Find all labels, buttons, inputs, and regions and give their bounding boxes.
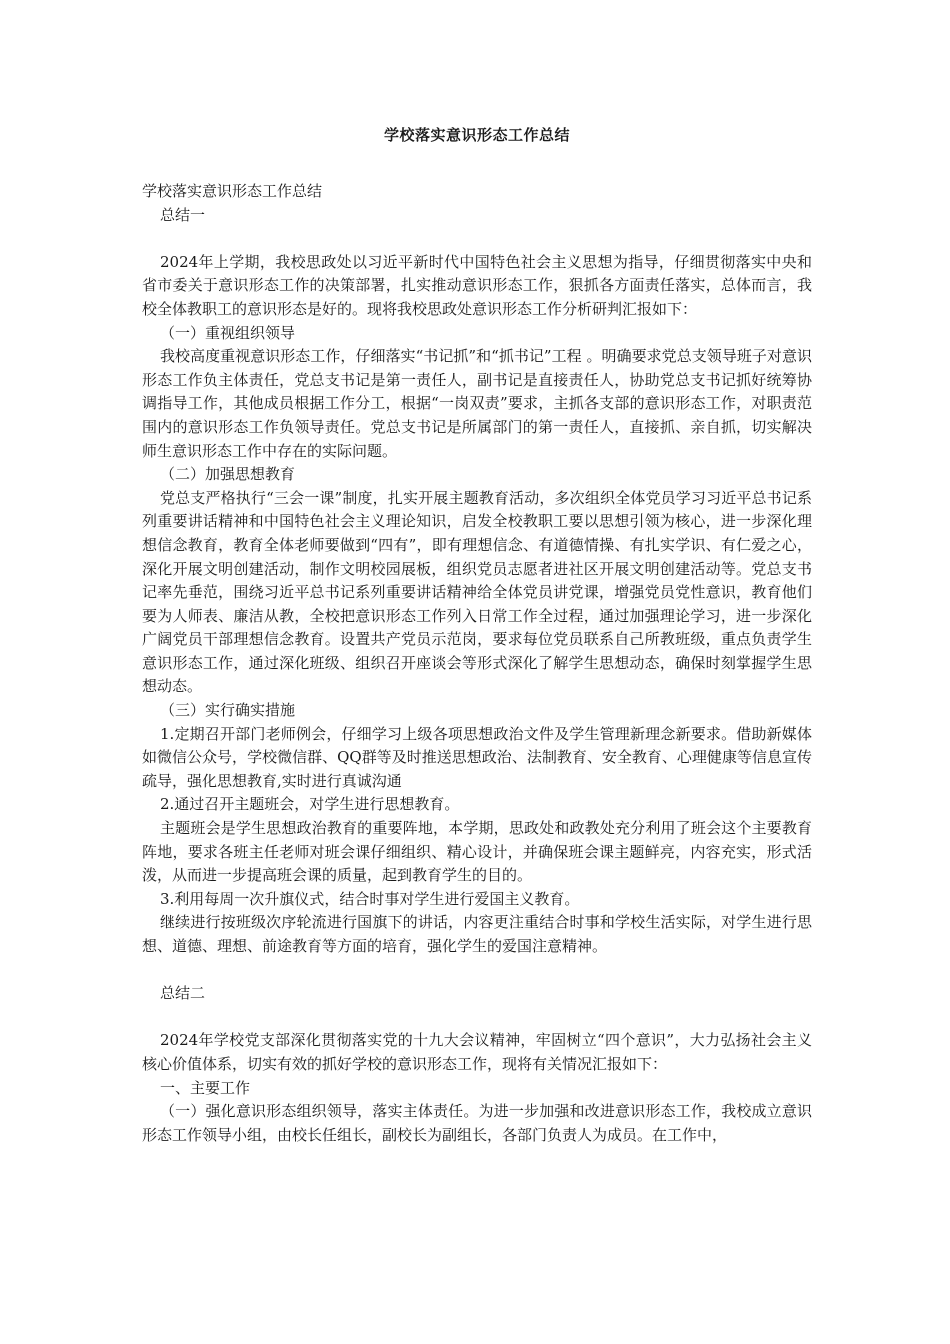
measure-item-2-paragraph: 主题班会是学生思想政治教育的重要阵地，本学期，思政处和政教处充分利用了班会这个主要教育阵地，要求各班主任老师对班会课仔细组织、精心设计，并确保班会课主题鲜亮，内容充实，形式活泼，从而进一步提高班会课的质量，起到教育学生的目的。 bbox=[142, 819, 812, 885]
section-heading-main-work: 一、主要工作 bbox=[160, 1078, 251, 1097]
paragraph-education: 党总支严格执行“三会一课”制度，扎实开展主题教育活动，多次组织全体党员学习习近平总书记系列重要讲话精神和中国特色社会主义理论知识，启发全校教职工要以思想引领为核心，进一步深化理想信念教育，教育全体老师要做到“四有”，即有理想信念、有道德情操、有扎实学识、有仁爱之心，深化开展文明创建活动，制作文明校园展板，组织党员志愿者进社区开展文明创建活动等。党总支书记率先垂范，围绕习近平总书记系列重要讲话精神给全体党员讲党课，增强党员党性意识，教育他们要为人师表、廉洁从教，全校把意识形态工作列入日常工作全过程，通过加强理论学习，进一步深化广阔党员干部理想信念教育。设置共产党员示范岗，要求每位党员联系自己所教班级，重点负责学生意识形态工作，通过深化班级、组织召开座谈会等形式深化了解学生思想动态，确保时刻掌握学生思想动态。 bbox=[142, 488, 812, 696]
measure-item-1: 1.定期召开部门老师例会，仔细学习上级各项思想政治文件及学生管理新理念新要求。借助新媒体如微信公众号，学校微信群、QQ群等及时推送思想政治、法制教育、安全教育、心理健康等信息宣传疏导，强化思想教育,实时进行真诚沟通 bbox=[142, 724, 812, 790]
document-page bbox=[142, 124, 812, 1147]
measure-item-2: 2.通过召开主题班会，对学生进行思想教育。 bbox=[160, 795, 460, 814]
spacer bbox=[142, 1006, 812, 1030]
measure-item-3: 3.利用每周一次升旗仪式，结合时事对学生进行爱国主义教育。 bbox=[160, 889, 580, 908]
summary-one-intro: 2024年上学期，我校思政处以习近平新时代中国特色社会主义思想为指导，仔细贯彻落实中央和省市委关于意识形态工作的决策部署，扎实推动意识形态工作，狠抓各方面责任落实，总体而言，我校全体教职工的意识形态是好的。现将我校思政处意识形态工作分析研判汇报如下： bbox=[142, 252, 812, 318]
measure-item-3-paragraph: 继续进行按班级次序轮流进行国旗下的讲话，内容更注重结合时事和学校生活实际，对学生进行思想、道德、理想、前途教育等方面的培育，强化学生的爱国注意精神。 bbox=[142, 913, 812, 955]
section-heading-measures: （三）实行确实措施 bbox=[160, 701, 296, 720]
document-title: 学校落实意识形态工作总结 bbox=[383, 126, 570, 144]
spacer bbox=[142, 227, 812, 251]
spacer bbox=[142, 959, 812, 983]
summary-two-heading: 总结二 bbox=[160, 984, 206, 1003]
section-heading-organization: （一）重视组织领导 bbox=[160, 323, 296, 342]
paragraph-organization: 我校高度重视意识形态工作，仔细落实“书记抓”和“抓书记”工程 。明确要求党总支领导班子对意识形态工作负主体责任，党总支书记是第一责任人，副书记是直接责任人，协助党总支书记抓好统筹协调指导工作，其他成员根据工作分工，根据“一岗双责”要求，主抓各支部的意识形态工作，对职责范围内的意识形态工作负领导责任。党总支书记是所属部门的第一责任人，直接抓、亲自抓，切实解决师生意识形态工作中存在的实际问题。 bbox=[142, 347, 812, 460]
paragraph-leadership: （一）强化意识形态组织领导，落实主体责任。为进一步加强和改进意识形态工作，我校成立意识形态工作领导小组，由校长任组长，副校长为副组长，各部门负责人为成员。在工作中， bbox=[142, 1102, 812, 1144]
summary-one-heading: 总结一 bbox=[160, 205, 206, 224]
section-heading-education: （二）加强思想教育 bbox=[160, 465, 296, 484]
document-subtitle: 学校落实意识形态工作总结 bbox=[142, 182, 323, 200]
summary-two-intro: 2024年学校党支部深化贯彻落实党的十九大会议精神，牢固树立“四个意识”，大力弘扬社会主义核心价值体系，切实有效的抓好学校的意识形态工作，现将有关情况汇报如下： bbox=[142, 1031, 812, 1073]
